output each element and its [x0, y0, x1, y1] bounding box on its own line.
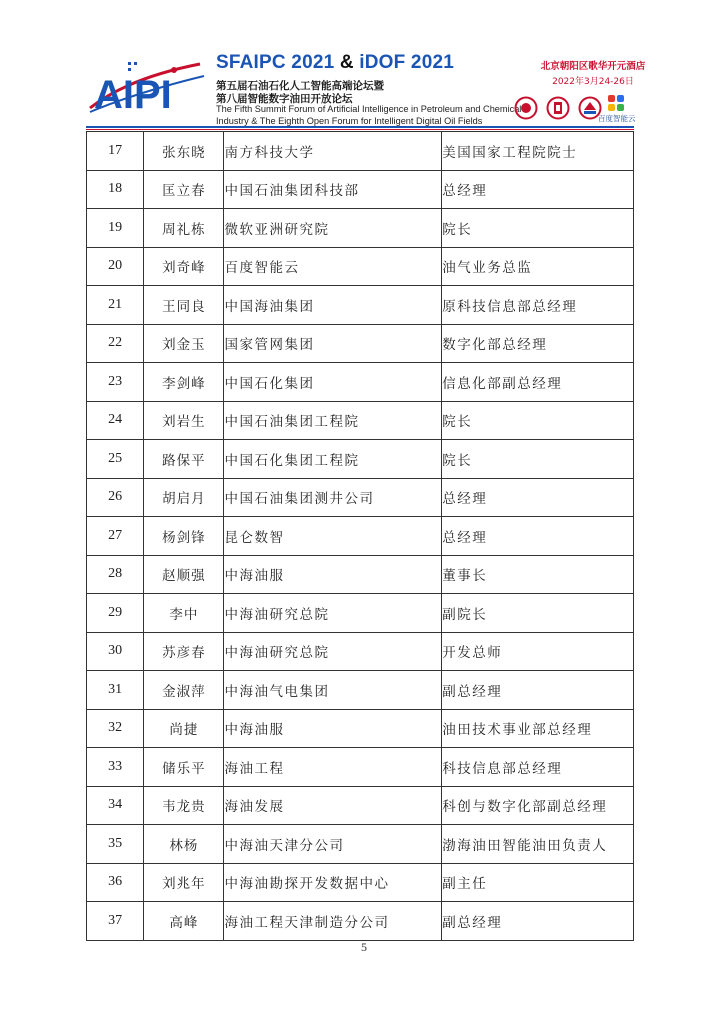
- row-name: 匡立春: [144, 170, 224, 209]
- table-row: [87, 825, 634, 864]
- row-organization: 中海油服: [224, 709, 442, 748]
- row-position: 数字化部总经理: [442, 324, 634, 363]
- row-name: 刘岩生: [144, 401, 224, 440]
- page-number: 5: [361, 940, 367, 954]
- row-index: 33: [87, 748, 144, 787]
- partner-logo-2-icon: [546, 96, 570, 120]
- header-rule-red: [86, 129, 634, 130]
- row-position: 总经理: [442, 478, 634, 517]
- table-row: [87, 594, 634, 633]
- row-index: 32: [87, 709, 144, 748]
- forum-title-idof: iDOF 2021: [359, 52, 454, 73]
- row-organization: 百度智能云: [224, 247, 442, 286]
- row-organization: 昆仑数智: [224, 517, 442, 556]
- row-organization: 海油工程: [224, 748, 442, 787]
- row-name: 苏彦春: [144, 632, 224, 671]
- table-row: [87, 209, 634, 248]
- attendee-table: [86, 131, 634, 941]
- row-organization: 海油工程天津制造分公司: [224, 902, 442, 941]
- page-header: [0, 0, 728, 128]
- row-position: 科技信息部总经理: [442, 748, 634, 787]
- row-index: 30: [87, 632, 144, 671]
- row-position: 油田技术事业部总经理: [442, 709, 634, 748]
- row-name: 李剑峰: [144, 363, 224, 402]
- table-row: [87, 324, 634, 363]
- row-position: 总经理: [442, 170, 634, 209]
- row-position: 油气业务总监: [442, 247, 634, 286]
- row-name: 杨剑锋: [144, 517, 224, 556]
- row-name: 韦龙贵: [144, 786, 224, 825]
- table-row: [87, 786, 634, 825]
- table-row: [87, 170, 634, 209]
- row-index: 20: [87, 247, 144, 286]
- row-name: 路保平: [144, 440, 224, 479]
- row-position: 董事长: [442, 555, 634, 594]
- table-row: [87, 709, 634, 748]
- row-organization: 国家管网集团: [224, 324, 442, 363]
- row-organization: 海油发展: [224, 786, 442, 825]
- row-position: 原科技信息部总经理: [442, 286, 634, 325]
- forum-title-sfaipc: SFAIPC 2021: [216, 52, 335, 73]
- row-organization: 中国海油集团: [224, 286, 442, 325]
- row-position: 美国国家工程院院士: [442, 132, 634, 171]
- row-name: 周礼栋: [144, 209, 224, 248]
- row-organization: 中国石化集团工程院: [224, 440, 442, 479]
- row-name: 张东晓: [144, 132, 224, 171]
- forum-en-line2: Industry & The Eighth Open Forum for Intelligent Digital Oil Fields: [216, 116, 483, 126]
- row-organization: 中国石化集团: [224, 363, 442, 402]
- row-name: 刘奇峰: [144, 247, 224, 286]
- baidu-cloud-label: 百度智能云: [598, 114, 636, 123]
- table-row: [87, 671, 634, 710]
- baidu-cloud-logo-icon: [606, 93, 626, 113]
- row-index: 35: [87, 825, 144, 864]
- row-position: 科创与数字化部副总经理: [442, 786, 634, 825]
- forum-en-line1: The Fifth Summit Forum of Artificial Intelligence in Petroleum and Chemical: [216, 104, 522, 114]
- table-row: [87, 748, 634, 787]
- row-index: 37: [87, 902, 144, 941]
- venue-text: 北京朝阳区歌华开元酒店: [540, 61, 646, 72]
- row-name: 王同良: [144, 286, 224, 325]
- table-row: [87, 363, 634, 402]
- row-name: 胡启月: [144, 478, 224, 517]
- row-position: 副主任: [442, 863, 634, 902]
- row-index: 36: [87, 863, 144, 902]
- row-name: 刘金玉: [144, 324, 224, 363]
- row-index: 21: [87, 286, 144, 325]
- row-organization: 中海油服: [224, 555, 442, 594]
- table-row: [87, 247, 634, 286]
- row-index: 29: [87, 594, 144, 633]
- table-row: [87, 440, 634, 479]
- partner-logo-1-icon: [514, 96, 538, 120]
- row-position: 总经理: [442, 517, 634, 556]
- row-organization: 中国石油集团科技部: [224, 170, 442, 209]
- row-organization: 中海油研究总院: [224, 594, 442, 633]
- row-name: 高峰: [144, 902, 224, 941]
- row-position: 院长: [442, 209, 634, 248]
- table-row: [87, 132, 634, 171]
- forum-title-amp: &: [339, 52, 354, 73]
- row-index: 26: [87, 478, 144, 517]
- row-organization: 中海油勘探开发数据中心: [224, 863, 442, 902]
- forum-title: [216, 52, 454, 74]
- row-organization: 中海油研究总院: [224, 632, 442, 671]
- row-index: 23: [87, 363, 144, 402]
- row-position: 渤海油田智能油田负责人: [442, 825, 634, 864]
- row-index: 31: [87, 671, 144, 710]
- row-name: 储乐平: [144, 748, 224, 787]
- row-position: 副院长: [442, 594, 634, 633]
- logo-wordmark: AIPI: [94, 73, 172, 114]
- table-row: [87, 517, 634, 556]
- row-position: 院长: [442, 440, 634, 479]
- table-row: [87, 863, 634, 902]
- row-position: 院长: [442, 401, 634, 440]
- row-index: 34: [87, 786, 144, 825]
- row-position: 副总经理: [442, 671, 634, 710]
- row-index: 28: [87, 555, 144, 594]
- header-rule-blue: [86, 126, 634, 128]
- row-organization: 中国石油集团测井公司: [224, 478, 442, 517]
- row-index: 19: [87, 209, 144, 248]
- date-text: 2022年3月24-26日: [552, 77, 634, 87]
- row-index: 18: [87, 170, 144, 209]
- row-index: 27: [87, 517, 144, 556]
- row-position: 信息化部副总经理: [442, 363, 634, 402]
- row-position: 副总经理: [442, 902, 634, 941]
- table-row: [87, 286, 634, 325]
- row-index: 17: [87, 132, 144, 171]
- row-index: 24: [87, 401, 144, 440]
- row-name: 李中: [144, 594, 224, 633]
- aipi-logo-icon: [88, 58, 206, 114]
- forum-cn-line1: 第五届石油石化人工智能高端论坛暨: [216, 80, 384, 92]
- row-name: 尚捷: [144, 709, 224, 748]
- row-organization: 中海油天津分公司: [224, 825, 442, 864]
- row-organization: 南方科技大学: [224, 132, 442, 171]
- row-name: 赵顺强: [144, 555, 224, 594]
- row-organization: 中海油气电集团: [224, 671, 442, 710]
- forum-cn-line2: 第八届智能数字油田开放论坛: [216, 93, 353, 105]
- row-name: 刘兆年: [144, 863, 224, 902]
- row-index: 25: [87, 440, 144, 479]
- row-name: 林杨: [144, 825, 224, 864]
- row-name: 金淑萍: [144, 671, 224, 710]
- attendee-table-body: [87, 132, 634, 941]
- row-index: 22: [87, 324, 144, 363]
- table-row: [87, 478, 634, 517]
- table-row: [87, 632, 634, 671]
- row-organization: 中国石油集团工程院: [224, 401, 442, 440]
- table-row: [87, 555, 634, 594]
- row-position: 开发总师: [442, 632, 634, 671]
- table-row: [87, 401, 634, 440]
- row-organization: 微软亚洲研究院: [224, 209, 442, 248]
- table-row: [87, 902, 634, 941]
